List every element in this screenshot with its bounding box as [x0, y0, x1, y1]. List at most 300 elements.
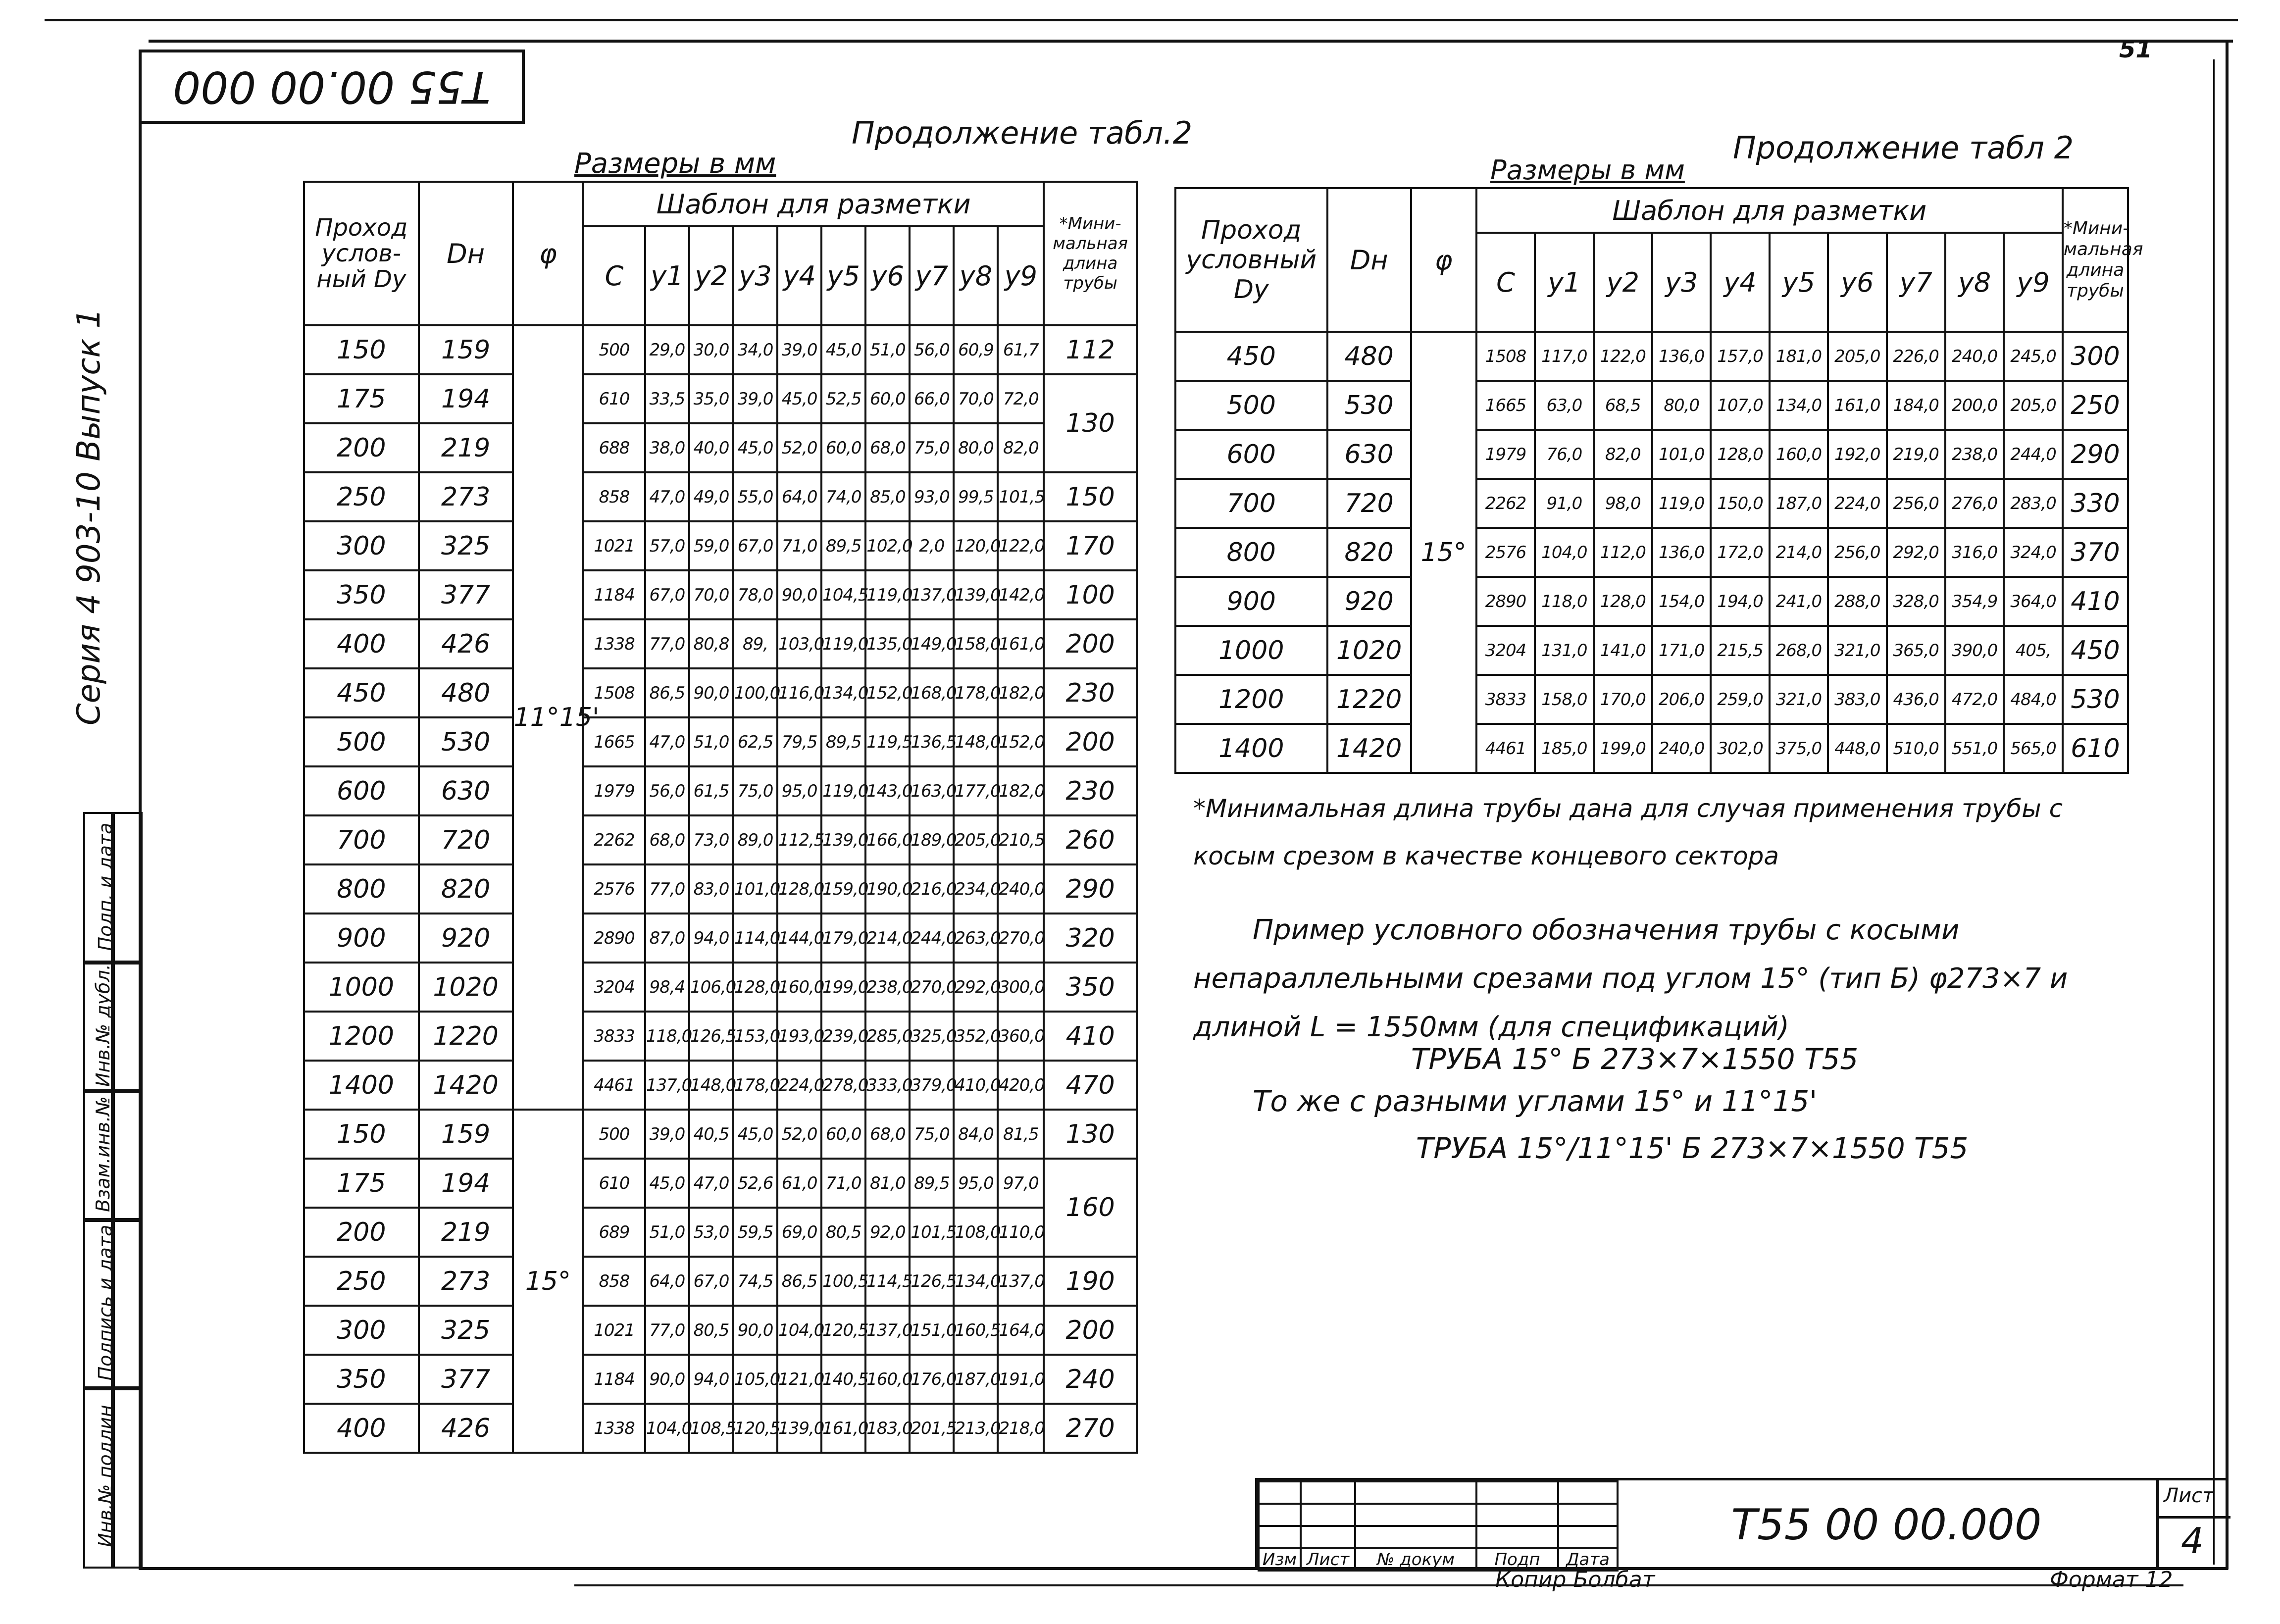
table-row [1175, 626, 2128, 675]
cell-dy: 150 [304, 1110, 419, 1159]
cell-y: 104,0 [645, 1404, 689, 1453]
cell-y: 240,0 [1945, 332, 2004, 381]
copied-by: Копир Болбат [1495, 1567, 1655, 1592]
cell-y: 39,0 [733, 374, 777, 423]
cell-min-length: 200 [1044, 1306, 1137, 1355]
cell-min-length: 130 [1044, 1110, 1137, 1159]
cell-y: 110,0 [998, 1208, 1044, 1257]
cell-dy: 200 [304, 423, 419, 472]
cell-y: 139,0 [821, 815, 865, 864]
cell-c: 1979 [1476, 430, 1535, 479]
cell-y: 448,0 [1828, 724, 1886, 773]
example-text: Пример условного обозначения трубы с косыми непараллельными срезами под углом 15° (тип Б) φ273×7 и длиной L = 1550мм (для спецификаций) [1193, 914, 2068, 1043]
cell-dn: 820 [1327, 528, 1411, 577]
cell-dy: 800 [304, 864, 419, 914]
cell-y: 405, [2004, 626, 2063, 675]
cell-c: 2262 [583, 815, 645, 864]
cell-y: 80,0 [1652, 381, 1711, 430]
cell-y: 89,5 [821, 521, 865, 570]
cell-c: 2890 [1476, 577, 1535, 626]
cell-dn: 720 [419, 815, 513, 864]
cell-y: 214,0 [1770, 528, 1828, 577]
cell-y: 82,0 [1594, 430, 1652, 479]
page-number: 51 [2119, 36, 2152, 63]
cell-dy: 800 [1175, 528, 1327, 577]
cell-y: 114,5 [865, 1257, 910, 1306]
cell-dn: 194 [419, 374, 513, 423]
cell-y: 205,0 [954, 815, 998, 864]
cell-y: 89,5 [821, 717, 865, 766]
frame-top [149, 40, 2233, 43]
cell-y: 85,0 [865, 472, 910, 521]
cell-y: 270,0 [998, 914, 1044, 963]
cell-y: 148,0 [954, 717, 998, 766]
cell-dy: 500 [304, 717, 419, 766]
cell-y: 263,0 [954, 914, 998, 963]
cell-y: 140,5 [821, 1355, 865, 1404]
cell-y: 178,0 [954, 668, 998, 717]
table-row [304, 1061, 1137, 1110]
cell-min-length: 330 [2063, 479, 2128, 528]
cell-y: 119,0 [821, 766, 865, 815]
cell-y: 118,0 [1535, 577, 1593, 626]
cell-y: 59,5 [733, 1208, 777, 1257]
cell-dy: 450 [304, 668, 419, 717]
cell-y: 270,0 [910, 963, 954, 1012]
cell-dn: 219 [419, 1208, 513, 1257]
cell-min-length: 250 [2063, 381, 2128, 430]
table-row [304, 1355, 1137, 1404]
cell-y: 97,0 [998, 1159, 1044, 1208]
cell-c: 689 [583, 1208, 645, 1257]
cell-y: 276,0 [1945, 479, 2004, 528]
cell-angle: 15° [1411, 332, 1476, 773]
cell-y: 383,0 [1828, 675, 1886, 724]
format-label: Формат 12 [2050, 1567, 2173, 1592]
cell-y: 77,0 [645, 1306, 689, 1355]
cell-y: 136,0 [1652, 528, 1711, 577]
cell-dy: 1200 [1175, 675, 1327, 724]
cell-c: 688 [583, 423, 645, 472]
cell-y: 226,0 [1887, 332, 1945, 381]
cell-y: 107,0 [1711, 381, 1769, 430]
cell-y: 70,0 [954, 374, 998, 423]
cell-dn: 325 [419, 1306, 513, 1355]
cell-y: 390,0 [1945, 626, 2004, 675]
cell-min-length: 370 [2063, 528, 2128, 577]
cell-dy: 300 [304, 1306, 419, 1355]
table-row [304, 963, 1137, 1012]
cell-y: 179,0 [821, 914, 865, 963]
cell-y: 119,0 [865, 570, 910, 619]
cell-y: 151,0 [910, 1306, 954, 1355]
cell-y: 112,5 [777, 815, 821, 864]
cell-y: 134,0 [1770, 381, 1828, 430]
cell-y: 51,0 [689, 717, 733, 766]
cell-y: 120,5 [733, 1404, 777, 1453]
cell-y: 190,0 [865, 864, 910, 914]
table-row [1175, 381, 2128, 430]
cell-y: 321,0 [1770, 675, 1828, 724]
cell-y: 206,0 [1652, 675, 1711, 724]
cell-dn: 273 [419, 472, 513, 521]
col-y-header: y6 [1828, 233, 1886, 332]
cell-y: 119,0 [1652, 479, 1711, 528]
cell-y: 302,0 [1711, 724, 1769, 773]
cell-c: 3204 [1476, 626, 1535, 675]
cell-y: 149,0 [910, 619, 954, 668]
cell-y: 288,0 [1828, 577, 1886, 626]
cell-y: 472,0 [1945, 675, 2004, 724]
side-stamp-label: Подп. и дата [95, 822, 116, 951]
col-y-header: y9 [998, 226, 1044, 325]
cell-y: 200,0 [1945, 381, 2004, 430]
cell-y: 136,0 [1652, 332, 1711, 381]
cell-angle: 15° [513, 1110, 584, 1453]
table-row [1175, 332, 2128, 381]
cell-y: 47,0 [645, 472, 689, 521]
cell-c: 1184 [583, 570, 645, 619]
table-row [304, 1012, 1137, 1061]
col-y-header: y7 [1887, 233, 1945, 332]
cell-y: 410,0 [954, 1061, 998, 1110]
cell-y: 72,0 [998, 374, 1044, 423]
cell-y: 189,0 [910, 815, 954, 864]
cell-y: 139,0 [954, 570, 998, 619]
cell-dn: 377 [419, 570, 513, 619]
cell-y: 134,0 [954, 1257, 998, 1306]
cell-y: 154,0 [1652, 577, 1711, 626]
cell-y: 278,0 [821, 1061, 865, 1110]
cell-y: 60,9 [954, 325, 998, 374]
cell-y: 71,0 [821, 1159, 865, 1208]
cell-y: 59,0 [689, 521, 733, 570]
cell-c: 1665 [583, 717, 645, 766]
cell-dy: 700 [304, 815, 419, 864]
table-row [304, 815, 1137, 864]
cell-y: 364,0 [2004, 577, 2063, 626]
cell-y: 76,0 [1535, 430, 1593, 479]
table-row [304, 717, 1137, 766]
cell-y: 101,5 [910, 1208, 954, 1257]
cell-y: 128,0 [777, 864, 821, 914]
doc-code-text: Т55 00.00 000 [173, 61, 491, 112]
cell-y: 163,0 [910, 766, 954, 815]
side-stamp-label: Инв.№ дубл. [92, 964, 114, 1087]
cell-y: 61,5 [689, 766, 733, 815]
title-block-grid [1258, 1480, 1619, 1572]
cell-min-length: 530 [2063, 675, 2128, 724]
table-row [304, 1110, 1137, 1159]
cell-y: 160,0 [777, 963, 821, 1012]
cell-dn: 194 [419, 1159, 513, 1208]
cell-y: 161,0 [821, 1404, 865, 1453]
cell-c: 2576 [1476, 528, 1535, 577]
cell-dn: 219 [419, 423, 513, 472]
cell-y: 164,0 [998, 1306, 1044, 1355]
cell-y: 77,0 [645, 864, 689, 914]
cell-y: 135,0 [865, 619, 910, 668]
col-y-header: y5 [821, 226, 865, 325]
cell-y: 218,0 [998, 1404, 1044, 1453]
cell-y: 92,0 [865, 1208, 910, 1257]
cell-dn: 1420 [419, 1061, 513, 1110]
cell-y: 137,0 [998, 1257, 1044, 1306]
cell-y: 143,0 [865, 766, 910, 815]
cell-y: 159,0 [821, 864, 865, 914]
cell-min-length: 350 [1044, 963, 1137, 1012]
frame-right-inner [2213, 59, 2215, 1565]
cell-y: 420,0 [998, 1061, 1044, 1110]
cell-y: 39,0 [777, 325, 821, 374]
cell-y: 40,0 [689, 423, 733, 472]
cell-y: 89, [733, 619, 777, 668]
cell-y: 182,0 [998, 668, 1044, 717]
table-row [304, 1257, 1137, 1306]
col-y-header: y2 [1594, 233, 1652, 332]
cell-min-length: 270 [1044, 1404, 1137, 1453]
side-stamp-label: Подпись и дата [95, 1224, 116, 1381]
cell-y: 35,0 [689, 374, 733, 423]
cell-c: 500 [583, 1110, 645, 1159]
cell-y: 60,0 [865, 374, 910, 423]
cell-y: 80,8 [689, 619, 733, 668]
cell-y: 83,0 [689, 864, 733, 914]
cell-y: 93,0 [910, 472, 954, 521]
cell-y: 49,0 [689, 472, 733, 521]
cell-y: 137,0 [910, 570, 954, 619]
cell-c: 1665 [1476, 381, 1535, 430]
cell-dy: 1400 [304, 1061, 419, 1110]
cell-min-length: 230 [1044, 668, 1137, 717]
cell-y: 61,0 [777, 1159, 821, 1208]
cell-y: 215,5 [1711, 626, 1769, 675]
cell-dy: 600 [304, 766, 419, 815]
cell-c: 4461 [583, 1061, 645, 1110]
cell-dn: 920 [419, 914, 513, 963]
cell-y: 101,0 [1652, 430, 1711, 479]
col-y-header: y4 [777, 226, 821, 325]
cell-y: 292,0 [1887, 528, 1945, 577]
cell-y: 84,0 [954, 1110, 998, 1159]
cell-y: 75,0 [910, 1110, 954, 1159]
cell-dy: 175 [304, 374, 419, 423]
cell-y: 104,5 [821, 570, 865, 619]
cell-y: 95,0 [954, 1159, 998, 1208]
col-y-header: y3 [1652, 233, 1711, 332]
cell-y: 375,0 [1770, 724, 1828, 773]
cell-y: 199,0 [821, 963, 865, 1012]
cell-y: 354,9 [1945, 577, 2004, 626]
cell-y: 178,0 [733, 1061, 777, 1110]
cell-dy: 250 [304, 1257, 419, 1306]
cell-y: 53,0 [689, 1208, 733, 1257]
cell-c: 4461 [1476, 724, 1535, 773]
cell-dn: 1220 [419, 1012, 513, 1061]
cell-y: 57,0 [645, 521, 689, 570]
col-c-header: С [583, 226, 645, 325]
col-y-header: y3 [733, 226, 777, 325]
table-row [1175, 577, 2128, 626]
cell-y: 89,5 [910, 1159, 954, 1208]
cell-y: 234,0 [954, 864, 998, 914]
cell-c: 500 [583, 325, 645, 374]
cell-y: 81,0 [865, 1159, 910, 1208]
cell-y: 216,0 [910, 864, 954, 914]
cell-y: 316,0 [1945, 528, 2004, 577]
cell-y: 52,5 [821, 374, 865, 423]
cell-y: 60,0 [821, 423, 865, 472]
col-y-header: y1 [1535, 233, 1593, 332]
left-table [303, 181, 1138, 1454]
cell-y: 87,0 [645, 914, 689, 963]
cell-y: 101,5 [998, 472, 1044, 521]
cell-min-length: 100 [1044, 570, 1137, 619]
cell-y: 158,0 [1535, 675, 1593, 724]
table-row [304, 374, 1137, 423]
cell-y: 68,0 [865, 423, 910, 472]
cell-y: 74,0 [821, 472, 865, 521]
cell-y: 71,0 [777, 521, 821, 570]
cell-y: 108,0 [954, 1208, 998, 1257]
cell-y: 352,0 [954, 1012, 998, 1061]
cell-y: 51,0 [645, 1208, 689, 1257]
cell-y: 68,0 [865, 1110, 910, 1159]
cell-c: 858 [583, 472, 645, 521]
cell-min-length: 410 [2063, 577, 2128, 626]
col-y-header: y5 [1770, 233, 1828, 332]
cell-y: 136,5 [910, 717, 954, 766]
cell-y: 153,0 [733, 1012, 777, 1061]
col-c-header: С [1476, 233, 1535, 332]
cell-c: 1338 [583, 619, 645, 668]
table-row [304, 1404, 1137, 1453]
template-header: Шаблон для разметки [1476, 188, 2063, 233]
cell-dy: 350 [304, 570, 419, 619]
col-minlen-header: *Мини-мальная длина трубы [1044, 182, 1137, 325]
cell-y: 166,0 [865, 815, 910, 864]
col-y-header: y9 [2004, 233, 2063, 332]
cell-y: 105,0 [733, 1355, 777, 1404]
cell-y: 238,0 [865, 963, 910, 1012]
left-table-caption: Продолжение табл.2 [852, 115, 1193, 151]
col-y-header: y2 [689, 226, 733, 325]
cell-y: 205,0 [2004, 381, 2063, 430]
cell-y: 160,0 [865, 1355, 910, 1404]
cell-c: 610 [583, 1159, 645, 1208]
cell-y: 192,0 [1828, 430, 1886, 479]
table-row [304, 570, 1137, 619]
bottom-outer-line [574, 1584, 2183, 1586]
cell-dy: 450 [1175, 332, 1327, 381]
col-y-header: y6 [865, 226, 910, 325]
cell-y: 80,5 [689, 1306, 733, 1355]
cell-y: 94,0 [689, 914, 733, 963]
cell-y: 128,0 [733, 963, 777, 1012]
cell-y: 187,0 [954, 1355, 998, 1404]
cell-y: 144,0 [777, 914, 821, 963]
cell-y: 56,0 [910, 325, 954, 374]
cell-y: 86,5 [777, 1257, 821, 1306]
cell-y: 112,0 [1594, 528, 1652, 577]
cell-y: 134,0 [821, 668, 865, 717]
cell-y: 137,0 [865, 1306, 910, 1355]
cell-y: 47,0 [689, 1159, 733, 1208]
cell-y: 160,0 [1770, 430, 1828, 479]
cell-y: 34,0 [733, 325, 777, 374]
cell-y: 67,0 [645, 570, 689, 619]
cell-dn: 720 [1327, 479, 1411, 528]
cell-dy: 350 [304, 1355, 419, 1404]
right-table-units: Размеры в мм [1490, 154, 1685, 186]
cell-y: 187,0 [1770, 479, 1828, 528]
cell-y: 565,0 [2004, 724, 2063, 773]
stamp-label-list: Лист [1301, 1548, 1355, 1571]
cell-y: 128,0 [1594, 577, 1652, 626]
cell-y: 40,5 [689, 1110, 733, 1159]
cell-y: 51,0 [865, 325, 910, 374]
right-table [1174, 187, 2143, 774]
cell-y: 161,0 [1828, 381, 1886, 430]
cell-min-length: 610 [2063, 724, 2128, 773]
cell-y: 90,0 [689, 668, 733, 717]
cell-y: 120,0 [954, 521, 998, 570]
cell-dn: 325 [419, 521, 513, 570]
col-dy-header: Проход услов-ный Dy [304, 182, 419, 325]
cell-c: 2576 [583, 864, 645, 914]
cell-dn: 426 [419, 1404, 513, 1453]
cell-y: 256,0 [1887, 479, 1945, 528]
cell-c: 1338 [583, 1404, 645, 1453]
cell-y: 80,0 [954, 423, 998, 472]
cell-dn: 159 [419, 325, 513, 374]
cell-y: 139,0 [777, 1404, 821, 1453]
cell-min-length: 160 [1044, 1159, 1137, 1257]
cell-y: 119,5 [865, 717, 910, 766]
cell-y: 45,0 [645, 1159, 689, 1208]
cell-y: 160,5 [954, 1306, 998, 1355]
cell-y: 137,0 [645, 1061, 689, 1110]
cell-y: 292,0 [954, 963, 998, 1012]
cell-y: 158,0 [954, 619, 998, 668]
cell-y: 62,5 [733, 717, 777, 766]
cell-y: 102,0 [865, 521, 910, 570]
cell-y: 104,0 [777, 1306, 821, 1355]
cell-y: 256,0 [1828, 528, 1886, 577]
cell-min-length: 112 [1044, 325, 1137, 374]
col-dy-header: Проход условный Dy [1175, 188, 1327, 332]
cell-y: 98,0 [1594, 479, 1652, 528]
cell-y: 118,0 [645, 1012, 689, 1061]
cell-y: 29,0 [645, 325, 689, 374]
cell-y: 100,5 [821, 1257, 865, 1306]
cell-c: 1508 [1476, 332, 1535, 381]
cell-y: 240,0 [1652, 724, 1711, 773]
side-stamp-label: Взам.инв.№ [92, 1096, 114, 1212]
cell-dy: 500 [1175, 381, 1327, 430]
cell-y: 114,0 [733, 914, 777, 963]
cell-min-length: 200 [1044, 619, 1137, 668]
cell-y: 328,0 [1887, 577, 1945, 626]
col-phi-header: φ [513, 182, 584, 325]
cell-y: 177,0 [954, 766, 998, 815]
cell-y: 38,0 [645, 423, 689, 472]
cell-y: 148,0 [689, 1061, 733, 1110]
cell-y: 82,0 [998, 423, 1044, 472]
sheet-label: Лист [2164, 1484, 2214, 1507]
cell-y: 510,0 [1887, 724, 1945, 773]
cell-y: 90,0 [645, 1355, 689, 1404]
